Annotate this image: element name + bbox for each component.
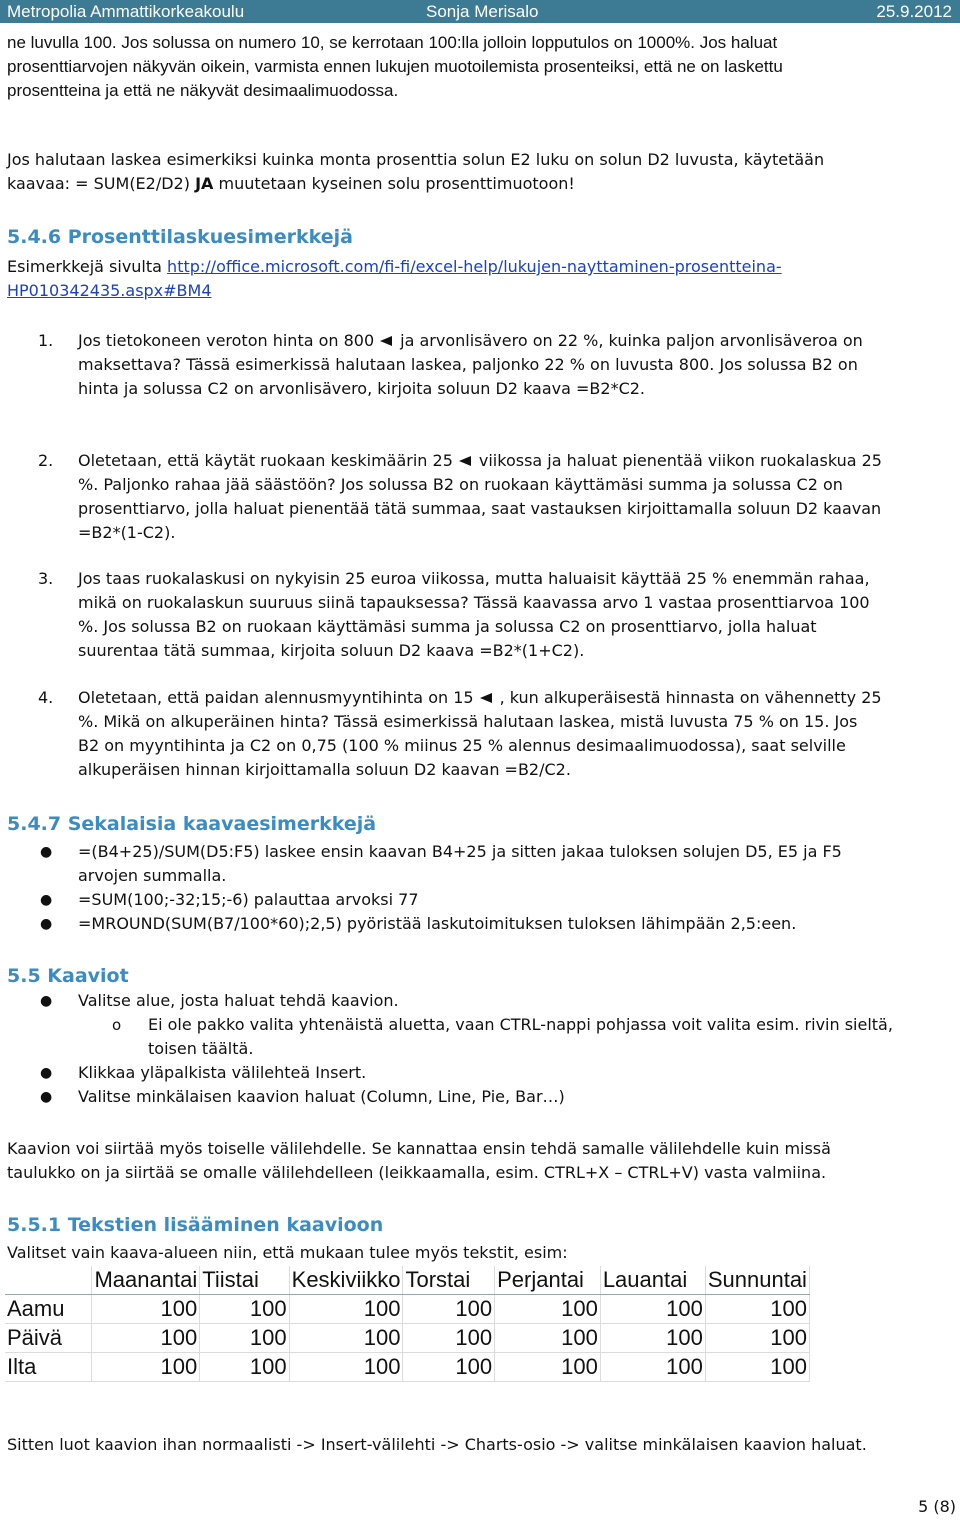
- section-547-title: 5.4.7 Sekalaisia kaavaesimerkkejä: [7, 813, 377, 835]
- euro-icon: [380, 336, 392, 346]
- table-header-cell: Sunnuntai: [705, 1266, 809, 1295]
- section-551-title: 5.5.1 Tekstien lisääminen kaavioon: [7, 1214, 384, 1236]
- table-header-cell: Tiistai: [200, 1266, 289, 1295]
- page-header: [0, 0, 960, 23]
- source-label: Esimerkkejä sivulta: [7, 257, 168, 276]
- table-header-cell: Torstai: [403, 1266, 495, 1295]
- bullet-icon: ●: [40, 993, 53, 1009]
- bullet-icon: ●: [40, 1065, 53, 1081]
- table-cell: 100: [200, 1353, 289, 1382]
- intro-line-2: prosenttiarvojen näkyvän oikein, varmista ennen lukujen muotoilemista prosenteiksi, että ne on laskettu: [7, 57, 783, 76]
- example-1: Jos tietokoneen veroton hinta on 800 ja arvonlisävero on 22 %, kuinka paljon arvonlisäveroa on maksettava? Tässä esimerkissä halutaan laskea, paljonko 22 % on luvusta 800. Jos solussa B2 on hinta ja solussa C2 on arvonlisävero, kirjoita soluun D2 kaava =B2*C2.: [78, 331, 863, 398]
- table-row: [5, 1324, 810, 1353]
- table-cell: 100: [403, 1324, 495, 1353]
- closing-paragraph: Sitten luot kaavion ihan normaalisti -> Insert-välilehti -> Charts-osio -> valitse minkälaisen kaavion haluat.: [7, 1435, 867, 1454]
- percent-formula-paragraph: [7, 148, 953, 196]
- bullet-icon: ●: [40, 1089, 53, 1105]
- chart-step-1-note: Ei ole pakko valita yhtenäistä aluetta, vaan CTRL-nappi pohjassa voit valita esim. rivin sieltä, toisen täältä.: [148, 1015, 893, 1058]
- source-link-part1[interactable]: http://office.microsoft.com/fi-fi/excel-help/lukujen-nayttaminen-prosentteina-: [167, 257, 782, 276]
- section-546-title: 5.4.6 Prosenttilaskuesimerkkejä: [7, 226, 354, 248]
- table-cell: 100: [600, 1353, 705, 1382]
- table-header-cell: Lauantai: [600, 1266, 705, 1295]
- chart-step-1: Valitse alue, josta haluat tehdä kaavion.: [78, 991, 399, 1010]
- bullet-icon: ●: [40, 916, 53, 932]
- chart-step-3: Valitse minkälaisen kaavion haluat (Column, Line, Pie, Bar…): [78, 1087, 565, 1106]
- intro-paragraph: [7, 31, 957, 103]
- example-2-number: 2.: [38, 451, 54, 470]
- table-corner-cell: [5, 1266, 92, 1295]
- table-cell: 100: [705, 1353, 809, 1382]
- row-label: Päivä: [5, 1324, 92, 1353]
- table-header-row: [5, 1266, 810, 1295]
- table-cell: 100: [495, 1353, 601, 1382]
- table-cell: 100: [495, 1324, 601, 1353]
- page-number: 5 (8): [918, 1497, 956, 1516]
- chart-step-2: Klikkaa yläpalkista välilehteä Insert.: [78, 1063, 367, 1082]
- table-cell: 100: [92, 1324, 200, 1353]
- table-cell: 100: [289, 1324, 403, 1353]
- row-label: Aamu: [5, 1295, 92, 1324]
- table-cell: 100: [289, 1353, 403, 1382]
- table-header-cell: Keskiviikko: [289, 1266, 403, 1295]
- table-cell: 100: [600, 1295, 705, 1324]
- table-cell: 100: [200, 1324, 289, 1353]
- para2-emphasis: JA: [195, 174, 214, 193]
- para2-line-1: Jos halutaan laskea esimerkiksi kuinka monta prosenttia solun E2 luku on solun D2 luvusta, käytetään: [7, 150, 825, 169]
- formula-example-3: =MROUND(SUM(B7/100*60);2,5) pyöristää laskutoimituksen tuloksen lähimpään 2,5:een.: [78, 914, 797, 933]
- table-cell: 100: [200, 1295, 289, 1324]
- row-label: Ilta: [5, 1353, 92, 1382]
- example-3-number: 3.: [38, 569, 54, 588]
- excel-table-screenshot: [5, 1266, 810, 1384]
- table-cell: 100: [705, 1324, 809, 1353]
- table-cell: 100: [403, 1295, 495, 1324]
- example-4: Oletetaan, että paidan alennusmyyntihinta on 15 , kun alkuperäisestä hinnasta on vähennetty 25 %. Mikä on alkuperäinen hinta? Tässä esimerkissä halutaan laskea, mistä luvusta 75 % on 15. Jos B2 on myyntihinta ja C2 on 0,75 (100 % miinus 25 % alennus desimaalimuodossa), saat selville alkuperäisen hinnan kirjoittamalla soluun D2 kaavan =B2/C2.: [78, 688, 882, 779]
- header-institution: Metropolia Ammattikorkeakoulu: [7, 2, 245, 21]
- table-cell: 100: [600, 1324, 705, 1353]
- table-header-cell: Perjantai: [495, 1266, 601, 1295]
- header-date: 25.9.2012: [876, 2, 952, 21]
- bullet-icon: ●: [40, 844, 53, 860]
- table-header-cell: Maanantai: [92, 1266, 200, 1295]
- bullet-icon: ●: [40, 892, 53, 908]
- example-3: Jos taas ruokalaskusi on nykyisin 25 euroa viikossa, mutta haluaisit käyttää 25 % enemmän rahaa, mikä on ruokalaskun suuruus siinä tapauksessa? Tässä kaavassa arvo 1 vastaa prosenttiarvoa 100 %. Jos solussa B2 on ruokaan käyttämäsi summa ja solussa C2 on prosenttiarvo, jolla haluat suurentaa tätä summaa, kirjoita soluun D2 kaava =B2*(1+C2).: [78, 569, 870, 660]
- sub-bullet-icon: o: [112, 1016, 122, 1034]
- table-cell: 100: [92, 1295, 200, 1324]
- formula-example-2: =SUM(100;-32;15;-6) palauttaa arvoksi 77: [78, 890, 419, 909]
- header-author: Sonja Merisalo: [426, 2, 539, 21]
- table-cell: 100: [705, 1295, 809, 1324]
- formula-example-1: =(B4+25)/SUM(D5:F5) laskee ensin kaavan B4+25 ja sitten jakaa tuloksen solujen D5, E5 ja F5 arvojen summalla.: [78, 842, 842, 885]
- example-2: Oletetaan, että käytät ruokaan keskimäärin 25 viikossa ja haluat pienentää viikon ruokalaskua 25 %. Paljonko rahaa jää säästöön? Jos solussa B2 on ruokaan käyttämäsi summa ja solussa C2 on prosenttiarvo, jolla haluat pienentää tätä summaa, saat vastauksen kirjoittamalla soluun D2 kaavan =B2*(1-C2).: [78, 451, 882, 542]
- source-paragraph: [7, 255, 953, 303]
- euro-icon: [480, 693, 492, 703]
- move-chart-paragraph: Kaavion voi siirtää myös toiselle välilehdelle. Se kannattaa ensin tehdä samalle välilehdelle kuin missä taulukko on ja siirtää se omalle välilehdelleen (leikkaamalla, esim. CTRL+X – CTRL+V) vasta valmiina.: [7, 1139, 831, 1182]
- table-cell: 100: [92, 1353, 200, 1382]
- table-cell: 100: [495, 1295, 601, 1324]
- intro-line-1: ne luvulla 100. Jos solussa on numero 10, se kerrotaan 100:lla jolloin lopputulos on 1000%. Jos haluat: [7, 33, 778, 52]
- table-cell: 100: [403, 1353, 495, 1382]
- table-row: [5, 1353, 810, 1382]
- table-intro: Valitset vain kaava-alueen niin, että mukaan tulee myös tekstit, esim:: [7, 1243, 568, 1262]
- example-1-number: 1.: [38, 331, 54, 350]
- section-55-title: 5.5 Kaaviot: [7, 965, 129, 987]
- para2-line-2: kaavaa: = SUM(E2/D2) JA muutetaan kyseinen solu prosenttimuotoon!: [7, 174, 575, 193]
- table-cell: 100: [289, 1295, 403, 1324]
- example-4-number: 4.: [38, 688, 54, 707]
- euro-icon: [459, 456, 471, 466]
- table-row: [5, 1295, 810, 1324]
- source-link-part2[interactable]: HP010342435.aspx#BM4: [7, 281, 212, 300]
- intro-line-3: prosentteina ja että ne näkyvät desimaalimuodossa.: [7, 81, 399, 100]
